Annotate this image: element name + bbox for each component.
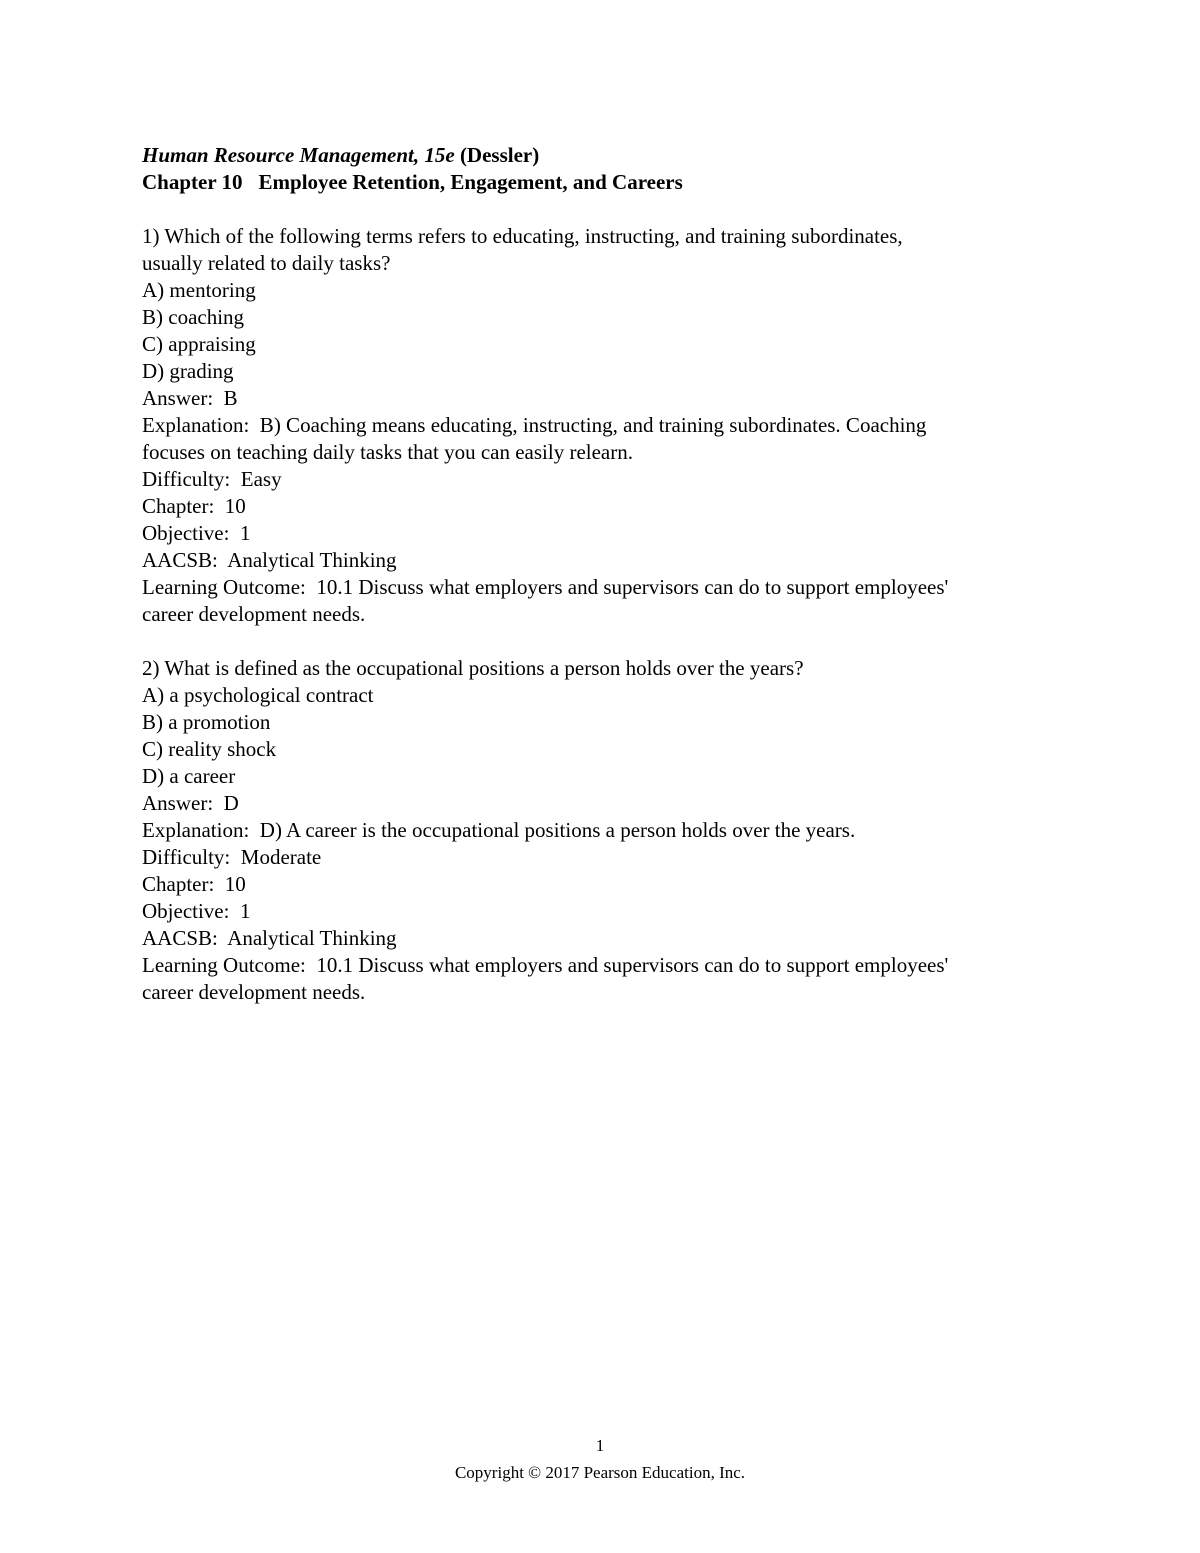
copyright-notice: Copyright © 2017 Pearson Education, Inc. bbox=[454, 1463, 746, 1482]
option-d: D) a career bbox=[142, 764, 236, 788]
book-author: (Dessler) bbox=[459, 143, 540, 167]
document-content bbox=[142, 142, 1062, 1006]
aacsb: AACSB: Analytical Thinking bbox=[142, 548, 397, 572]
book-title-line bbox=[142, 142, 1062, 169]
objective: Objective: 1 bbox=[142, 899, 251, 923]
learning-outcome: Learning Outcome: 10.1 Discuss what employers and supervisors can do to support employees' bbox=[142, 575, 949, 599]
chapter-ref: Chapter: 10 bbox=[142, 872, 246, 896]
difficulty: Difficulty: Moderate bbox=[142, 845, 322, 869]
learning-outcome-continued: career development needs. bbox=[142, 980, 366, 1004]
option-a: A) mentoring bbox=[142, 278, 256, 302]
explanation-continued: focuses on teaching daily tasks that you can easily relearn. bbox=[142, 440, 633, 464]
explanation: Explanation: B) Coaching means educating, instructing, and training subordinates. Coaching bbox=[142, 413, 927, 437]
option-b: B) coaching bbox=[142, 305, 245, 329]
book-title: Human Resource Management, 15e bbox=[142, 143, 455, 167]
question-stem-continued: usually related to daily tasks? bbox=[142, 251, 391, 275]
question-1 bbox=[142, 223, 1062, 628]
chapter-title: Employee Retention, Engagement, and Careers bbox=[258, 170, 683, 194]
answer: Answer: B bbox=[142, 386, 238, 410]
option-d: D) grading bbox=[142, 359, 234, 383]
explanation: Explanation: D) A career is the occupational positions a person holds over the years. bbox=[142, 818, 856, 842]
learning-outcome: Learning Outcome: 10.1 Discuss what employers and supervisors can do to support employees' bbox=[142, 953, 949, 977]
page-number: 1 bbox=[595, 1436, 605, 1455]
objective: Objective: 1 bbox=[142, 521, 251, 545]
option-b: B) a promotion bbox=[142, 710, 271, 734]
question-2 bbox=[142, 655, 1062, 1006]
chapter-ref: Chapter: 10 bbox=[142, 494, 246, 518]
question-stem: 2) What is defined as the occupational positions a person holds over the years? bbox=[142, 656, 804, 680]
option-a: A) a psychological contract bbox=[142, 683, 374, 707]
option-c: C) reality shock bbox=[142, 737, 277, 761]
chapter-number: Chapter 10 bbox=[142, 170, 243, 194]
learning-outcome-continued: career development needs. bbox=[142, 602, 366, 626]
aacsb: AACSB: Analytical Thinking bbox=[142, 926, 397, 950]
option-c: C) appraising bbox=[142, 332, 256, 356]
difficulty: Difficulty: Easy bbox=[142, 467, 282, 491]
answer: Answer: D bbox=[142, 791, 239, 815]
question-stem: 1) Which of the following terms refers to educating, instructing, and training subordinates, bbox=[142, 224, 903, 248]
chapter-heading bbox=[142, 169, 1062, 196]
